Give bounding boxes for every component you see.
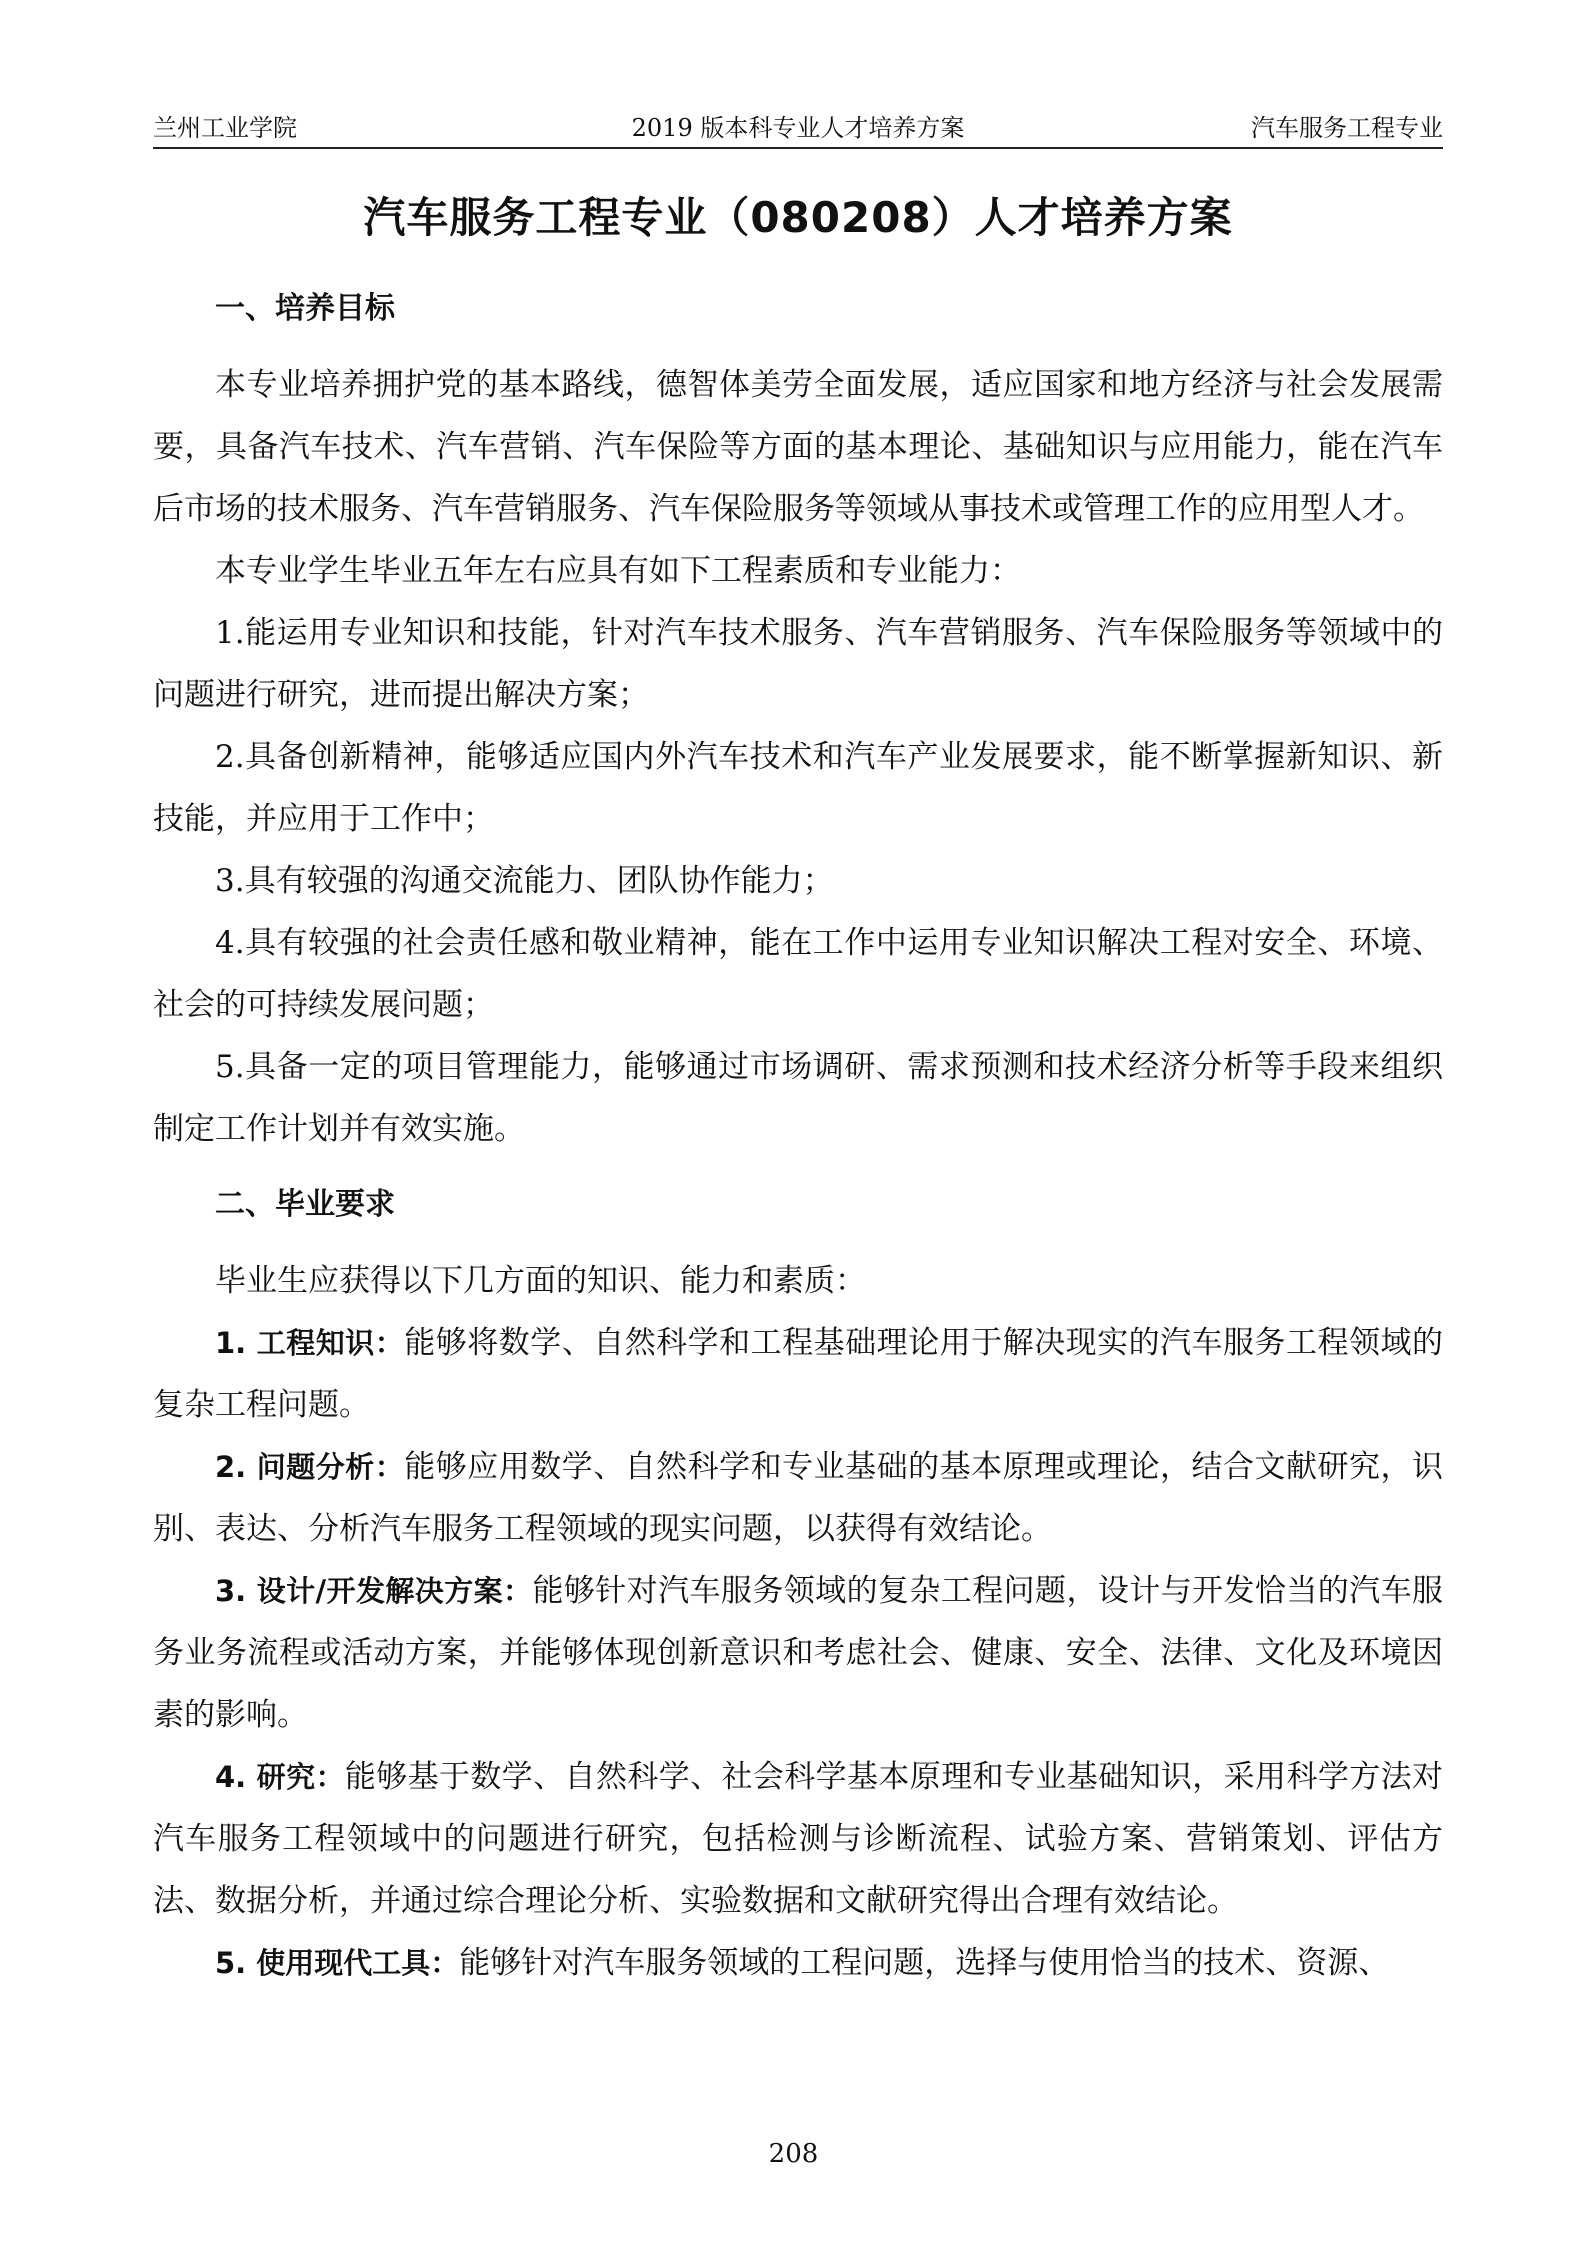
requirement-lead: 1. 工程知识： bbox=[215, 1326, 405, 1360]
requirement-item bbox=[153, 1746, 1443, 1932]
requirement-text: 能够针对汽车服务领域的工程问题，选择与使用恰当的技术、资源、 bbox=[459, 1945, 1390, 1981]
objective-item: 3.具有较强的沟通交流能力、团队协作能力； bbox=[215, 863, 834, 899]
objective-item: 1.能运用专业知识和技能，针对汽车技术服务、汽车营销服务、汽车保险服务等领域中的问题进行研究，进而提出解决方案； bbox=[153, 615, 1443, 713]
paragraph: 本专业培养拥护党的基本路线，德智体美劳全面发展，适应国家和地方经济与社会发展需要，具备汽车技术、汽车营销、汽车保险等方面的基本理论、基础知识与应用能力，能在汽车后市场的技术服务、汽车营销服务、汽车保险服务等领域从事技术或管理工作的应用型人才。 bbox=[153, 367, 1443, 527]
page-number: 208 bbox=[768, 2139, 819, 2169]
header-institution: 兰州工业学院 bbox=[153, 114, 297, 142]
section-heading-requirements: 二、毕业要求 bbox=[215, 1187, 395, 1222]
requirement-item bbox=[153, 1560, 1443, 1746]
header-major: 汽车服务工程专业 bbox=[1251, 114, 1443, 142]
section-heading-objectives: 一、培养目标 bbox=[215, 291, 395, 326]
requirement-item bbox=[153, 1932, 1443, 1994]
page-header bbox=[153, 108, 1443, 148]
document-body bbox=[153, 278, 1443, 1994]
paragraph: 本专业学生毕业五年左右应具有如下工程素质和专业能力： bbox=[215, 553, 1021, 589]
objective-item: 2.具备创新精神，能够适应国内外汽车技术和汽车产业发展要求，能不断掌握新知识、新技能，并应用于工作中； bbox=[153, 739, 1443, 837]
requirement-text: 能够将数学、自然科学和工程基础理论用于解决现实的汽车服务工程领域的复杂工程问题。 bbox=[153, 1325, 1443, 1423]
requirement-text: 能够应用数学、自然科学和专业基础的基本原理或理论，结合文献研究，识别、表达、分析汽车服务工程领域的现实问题，以获得有效结论。 bbox=[153, 1449, 1443, 1547]
requirement-lead: 3. 设计/开发解决方案： bbox=[215, 1574, 533, 1608]
requirement-lead: 2. 问题分析： bbox=[215, 1450, 405, 1484]
requirement-lead: 5. 使用现代工具： bbox=[215, 1946, 460, 1980]
header-program-title: 2019 版本科专业人才培养方案 bbox=[631, 114, 965, 142]
header-divider bbox=[153, 147, 1443, 149]
document-title: 汽车服务工程专业（080208）人才培养方案 bbox=[363, 193, 1233, 242]
objective-item: 5.具备一定的项目管理能力，能够通过市场调研、需求预测和技术经济分析等手段来组织制定工作计划并有效实施。 bbox=[153, 1049, 1443, 1147]
requirement-item bbox=[153, 1312, 1443, 1436]
requirement-item bbox=[153, 1436, 1443, 1560]
requirement-text: 能够基于数学、自然科学、社会科学基本原理和专业基础知识，采用科学方法对汽车服务工程领域中的问题进行研究，包括检测与诊断流程、试验方案、营销策划、评估方法、数据分析，并通过综合理论分析、实验数据和文献研究得出合理有效结论。 bbox=[153, 1759, 1443, 1919]
objective-item: 4.具有较强的社会责任感和敬业精神，能在工作中运用专业知识解决工程对安全、环境、社会的可持续发展问题； bbox=[153, 925, 1443, 1023]
requirement-text: 能够针对汽车服务领域的复杂工程问题，设计与开发恰当的汽车服务业务流程或活动方案，并能够体现创新意识和考虑社会、健康、安全、法律、文化及环境因素的影响。 bbox=[153, 1573, 1444, 1733]
paragraph: 毕业生应获得以下几方面的知识、能力和素质： bbox=[215, 1263, 866, 1299]
requirement-lead: 4. 研究： bbox=[215, 1760, 345, 1794]
